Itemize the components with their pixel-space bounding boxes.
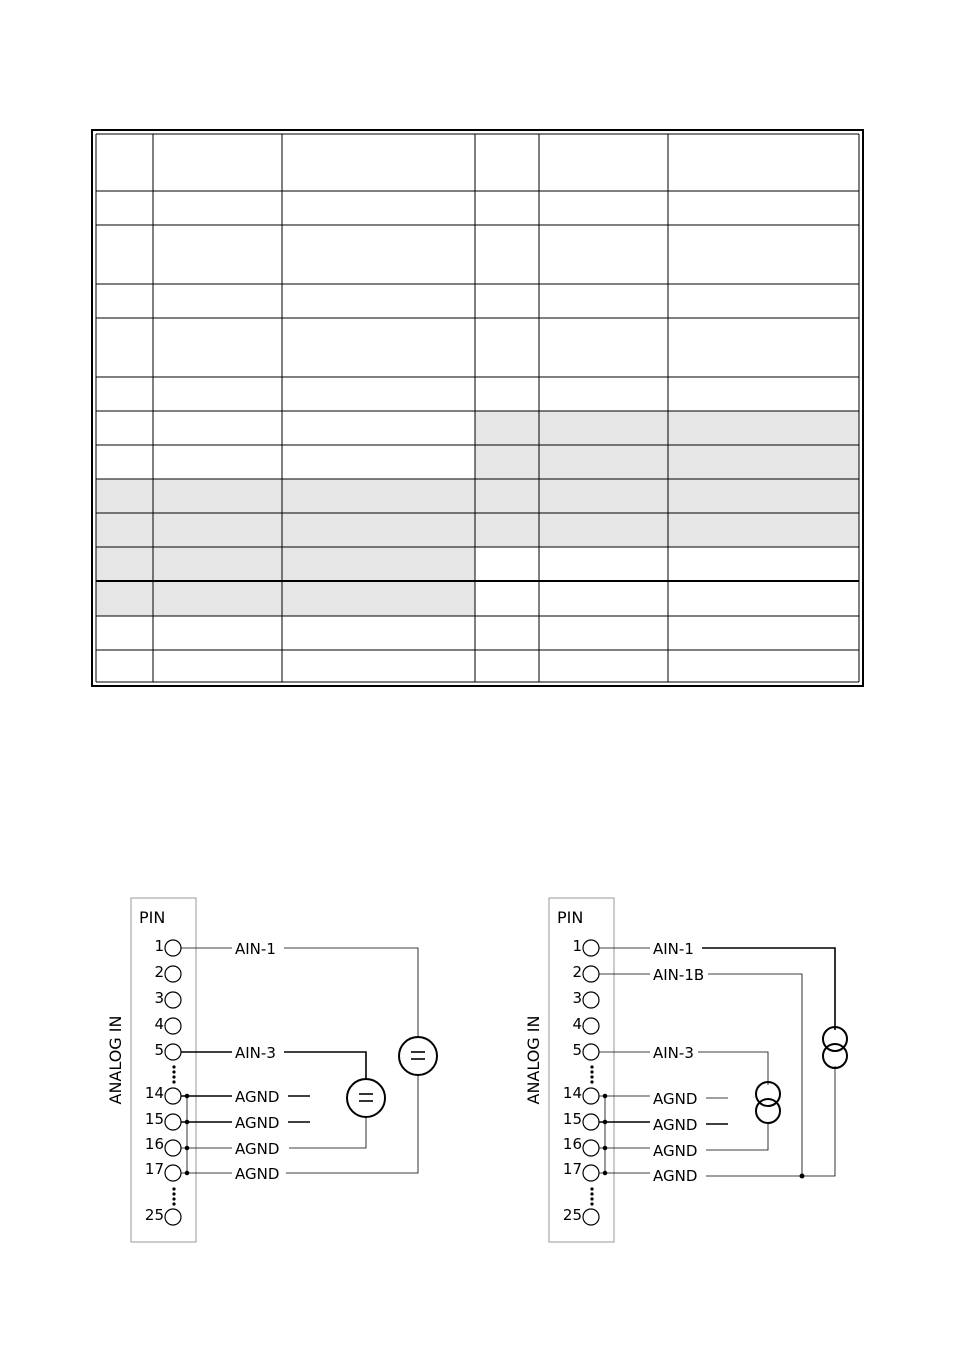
pin-number: 14	[144, 1084, 164, 1102]
table-cell	[96, 377, 153, 411]
table-cell	[282, 377, 475, 411]
pin-terminal	[583, 1209, 599, 1225]
signal-label: AIN-1	[235, 940, 276, 958]
table-cell	[96, 479, 153, 513]
pin-terminal	[583, 1114, 599, 1130]
pin-terminal	[165, 966, 181, 982]
pin-terminal	[583, 992, 599, 1008]
table-cell	[153, 513, 282, 547]
pin-terminal	[165, 1044, 181, 1060]
table-cell	[668, 479, 859, 513]
table-cell	[475, 284, 539, 318]
signal-label: AGND	[653, 1116, 698, 1134]
voltage-source-icon	[399, 1037, 437, 1075]
pin-number: 5	[572, 1041, 582, 1059]
table-cell	[153, 479, 282, 513]
table-cell	[475, 191, 539, 225]
pin-number: 15	[562, 1110, 582, 1128]
table-cell	[153, 191, 282, 225]
pin-terminal	[583, 1140, 599, 1156]
table-cell	[282, 318, 475, 377]
table-cell	[475, 318, 539, 377]
table-cell	[153, 377, 282, 411]
table-cell	[539, 191, 668, 225]
table-cell	[668, 616, 859, 650]
table-cell	[539, 650, 668, 682]
pin-number: 17	[562, 1160, 582, 1178]
table-cell	[282, 479, 475, 513]
pin-terminal	[583, 1165, 599, 1181]
pin-number: 16	[144, 1135, 164, 1153]
pin-number: 1	[154, 937, 164, 955]
table-cell	[539, 547, 668, 581]
table-cell	[539, 513, 668, 547]
pin-list	[145, 937, 181, 1225]
table-cell	[668, 134, 859, 191]
pin-number: 14	[562, 1084, 582, 1102]
table-cell	[96, 318, 153, 377]
table-cell	[475, 134, 539, 191]
table-cell	[153, 650, 282, 682]
table-cell	[282, 650, 475, 682]
table-cell	[539, 225, 668, 284]
table-cell	[539, 318, 668, 377]
pin-terminal	[165, 1165, 181, 1181]
signal-label: AGND	[235, 1165, 280, 1183]
connector-label: ANALOG IN	[106, 1015, 125, 1105]
table-cell	[153, 616, 282, 650]
table-cell	[282, 616, 475, 650]
table-cell	[282, 581, 475, 616]
pin-number: 25	[144, 1206, 164, 1224]
table-cell	[96, 547, 153, 581]
table-cell	[539, 284, 668, 318]
pin-terminal	[165, 992, 181, 1008]
pin-list	[563, 937, 599, 1225]
table-cell	[282, 191, 475, 225]
table-cell	[153, 445, 282, 479]
connector-label: ANALOG IN	[524, 1015, 543, 1105]
table-cell	[668, 377, 859, 411]
signal-label: AIN-3	[653, 1044, 694, 1062]
table-cell	[282, 411, 475, 445]
table-cell	[96, 445, 153, 479]
table-cell	[282, 134, 475, 191]
table-cell	[153, 284, 282, 318]
table-cell	[96, 513, 153, 547]
table-cell	[153, 547, 282, 581]
signal-label: AGND	[235, 1088, 280, 1106]
table-cell	[668, 445, 859, 479]
wiring	[181, 948, 418, 1175]
pin-terminal	[165, 1088, 181, 1104]
signal-label: AGND	[235, 1140, 280, 1158]
table-cell	[96, 581, 153, 616]
table-cell	[539, 377, 668, 411]
table-cell	[668, 318, 859, 377]
table-cell	[475, 377, 539, 411]
voltage-input-diagram	[100, 895, 460, 1250]
table-cell	[475, 581, 539, 616]
pin-terminal	[583, 940, 599, 956]
pin-terminal	[165, 1209, 181, 1225]
table-cell	[668, 411, 859, 445]
signal-label: AGND	[235, 1114, 280, 1132]
pin-number: 1	[572, 937, 582, 955]
current-input-diagram	[518, 895, 878, 1250]
table-cell	[539, 411, 668, 445]
table-cell	[539, 445, 668, 479]
pin-number: 4	[154, 1015, 164, 1033]
signal-label: AIN-1B	[653, 966, 705, 984]
table-cell	[668, 581, 859, 616]
table-cell	[153, 134, 282, 191]
table-cell	[668, 650, 859, 682]
table-cell	[668, 225, 859, 284]
table-cell	[282, 547, 475, 581]
table-cell	[96, 650, 153, 682]
table-cell	[282, 284, 475, 318]
wiring	[599, 948, 835, 1178]
pin-terminal	[165, 1140, 181, 1156]
table-cell	[539, 581, 668, 616]
pin-number: 3	[154, 989, 164, 1007]
table-cell	[153, 225, 282, 284]
pin-number: 15	[144, 1110, 164, 1128]
pin-terminal	[165, 1114, 181, 1130]
table-cell	[475, 479, 539, 513]
table-cell	[475, 547, 539, 581]
table-cell	[96, 284, 153, 318]
signal-label: AIN-3	[235, 1044, 276, 1062]
table-cell	[539, 479, 668, 513]
table-cell	[668, 284, 859, 318]
signal-label: AGND	[653, 1090, 698, 1108]
signal-label: AGND	[653, 1167, 698, 1185]
pin-header: PIN	[139, 908, 166, 927]
table-cell	[475, 445, 539, 479]
table-cell	[668, 191, 859, 225]
pin-table	[91, 129, 864, 687]
table-cell	[475, 225, 539, 284]
pin-terminal	[583, 1044, 599, 1060]
pin-number: 3	[572, 989, 582, 1007]
signal-label: AIN-1	[653, 940, 694, 958]
ellipsis-dots	[590, 1065, 593, 1083]
table-cell	[475, 650, 539, 682]
table-cell	[96, 411, 153, 445]
pin-number: 25	[562, 1206, 582, 1224]
ellipsis-dots	[172, 1065, 175, 1083]
table-cell	[96, 134, 153, 191]
table-cell	[475, 513, 539, 547]
table-cell	[96, 191, 153, 225]
pin-terminal	[583, 966, 599, 982]
table-cell	[282, 225, 475, 284]
pin-number: 2	[154, 963, 164, 981]
ellipsis-dots	[590, 1187, 593, 1205]
table-cell	[539, 616, 668, 650]
pin-terminal	[583, 1088, 599, 1104]
table-cell	[282, 513, 475, 547]
pin-header: PIN	[557, 908, 584, 927]
ellipsis-dots	[172, 1187, 175, 1205]
table-cell	[539, 134, 668, 191]
pin-terminal	[165, 940, 181, 956]
table-cell	[153, 318, 282, 377]
table-cell	[668, 547, 859, 581]
table-cell	[153, 411, 282, 445]
pin-number: 16	[562, 1135, 582, 1153]
table-cell	[96, 616, 153, 650]
table-cell	[282, 445, 475, 479]
pin-number: 5	[154, 1041, 164, 1059]
voltage-source-icon	[347, 1079, 385, 1117]
pin-number: 4	[572, 1015, 582, 1033]
table-cell	[475, 616, 539, 650]
pin-terminal	[165, 1018, 181, 1034]
table-cell	[96, 225, 153, 284]
table-cell	[153, 581, 282, 616]
table-cell	[668, 513, 859, 547]
pin-number: 2	[572, 963, 582, 981]
pin-terminal	[583, 1018, 599, 1034]
signal-label: AGND	[653, 1142, 698, 1160]
pin-number: 17	[144, 1160, 164, 1178]
current-source-icon	[756, 1082, 780, 1123]
table-cell	[475, 411, 539, 445]
current-source-icon	[823, 1027, 847, 1068]
